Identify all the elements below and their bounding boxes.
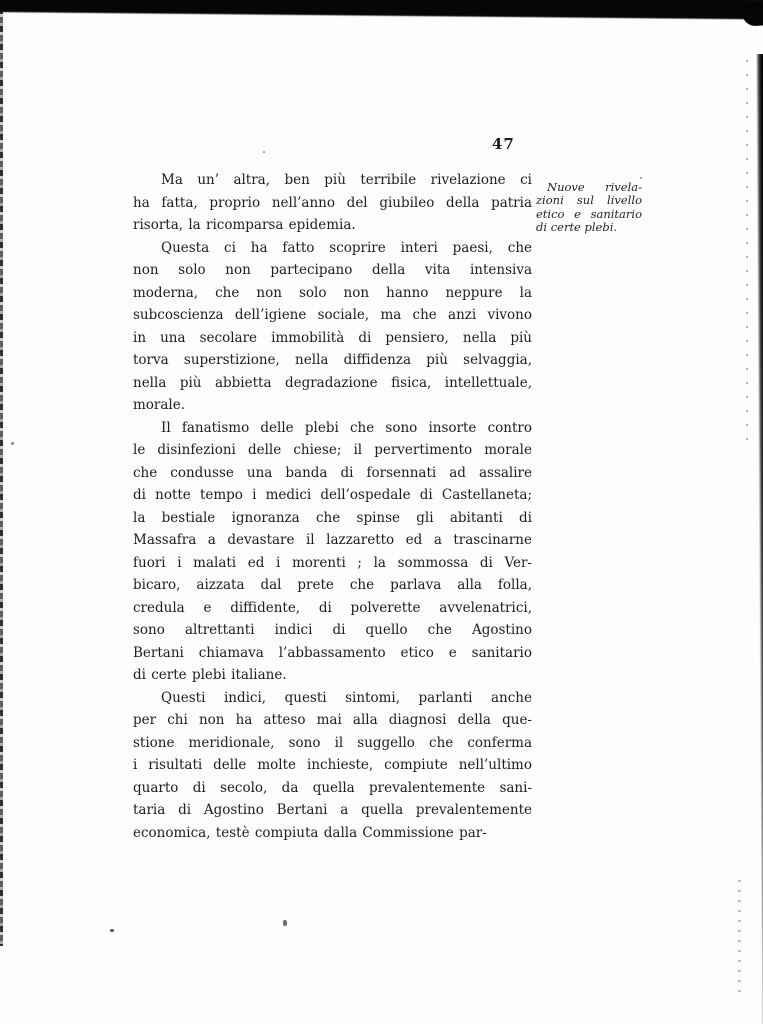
text-line: credula e diffidente, di polverette avvelenatrici, — [133, 599, 532, 616]
text-line: Ma un’ altra, ben più terribile rivelazione ci — [161, 172, 532, 188]
text-line: di notte tempo i medici dell’ospedale di Castellaneta; — [133, 487, 532, 503]
scan-artifact-top-edge — [0, 0, 763, 20]
text-line: non solo non partecipano della vita intensiva — [133, 262, 532, 278]
scan-artifact-right-edge — [756, 54, 763, 1024]
scan-artifact-left-edge — [0, 8, 3, 946]
text-line: di certe plebi italiane. — [133, 667, 287, 683]
text-line: quarto di secolo, da quella prevalentemente sani- — [133, 779, 532, 796]
scan-speck — [640, 177, 642, 179]
scan-speck — [11, 442, 14, 445]
scan-speck — [110, 929, 114, 932]
text-line: torva superstizione, nella diffidenza più selvaggia, — [133, 352, 532, 368]
paragraph — [133, 417, 532, 687]
text-line: fuori i malati ed i morenti ; la sommossa di Ver- — [133, 554, 532, 571]
paragraph — [133, 237, 532, 417]
text-line: Bertani chiamava l’abbassamento etico e sanitario — [133, 644, 532, 661]
paragraph — [133, 687, 532, 845]
margin-note-line: Nuove rivela- — [547, 181, 642, 194]
margin-note — [536, 181, 642, 235]
text-line: nella più abbietta degradazione fisica, intellettuale, — [133, 374, 532, 391]
scan-speck — [263, 151, 265, 153]
margin-note-line: di certe plebi. — [536, 221, 618, 235]
text-line: moderna, che non solo non hanno neppure la — [133, 284, 532, 301]
text-line: taria di Agostino Bertani a quella prevalentemente — [133, 802, 532, 818]
text-line: subcoscienza dell’igiene sociale, ma che anzi vivono — [133, 307, 532, 323]
paragraph — [133, 169, 532, 237]
text-line: morale. — [133, 397, 186, 413]
text-line: sono altrettanti indici di quello che Agostino — [133, 622, 532, 638]
text-line: Questi indici, questi sintomi, parlanti anche — [161, 689, 532, 706]
text-line: che condusse una banda di forsennati ad assalire — [133, 464, 532, 481]
text-line: in una secolare immobilità di pensiero, nella più — [133, 329, 532, 346]
text-line: le disinfezioni delle chiese; il pervertimento morale — [133, 442, 532, 458]
text-line: ha fatta, proprio nell’anno del giubileo della patria — [133, 194, 532, 211]
text-line: bicaro, aizzata dal prete che parlava alla folla, — [133, 577, 532, 593]
text-line: risorta, la ricomparsa epidemia. — [133, 217, 356, 233]
text-line: i risultati delle molte inchieste, compiute nell’ultimo — [133, 757, 532, 773]
text-line: Massafra a devastare il lazzaretto ed a trascinarne — [133, 532, 532, 548]
text-line: Il fanatismo delle plebi che sono insorte contro — [161, 419, 532, 436]
scan-artifact-right-speckle — [746, 60, 748, 440]
margin-note-line: zioni sul livello — [536, 194, 642, 208]
page-number: 47 — [492, 135, 515, 153]
scan-speck — [283, 920, 287, 926]
scan-artifact-top-right-corner — [741, 0, 763, 27]
margin-note-line: etico e sanitario — [536, 207, 642, 221]
text-line: la bestiale ignoranza che spinse gli abitanti di — [133, 509, 532, 526]
text-line: economica, testè compiuta dalla Commissione par- — [133, 824, 487, 841]
text-line: Questa ci ha fatto scoprire interi paesi, che — [161, 239, 532, 256]
text-line: per chi non ha atteso mai alla diagnosi della que- — [133, 712, 532, 728]
scan-artifact-right-speckle-lower — [738, 880, 741, 1000]
body-text — [133, 169, 532, 844]
text-line: stione meridionale, sono il suggello che conferma — [133, 734, 532, 751]
